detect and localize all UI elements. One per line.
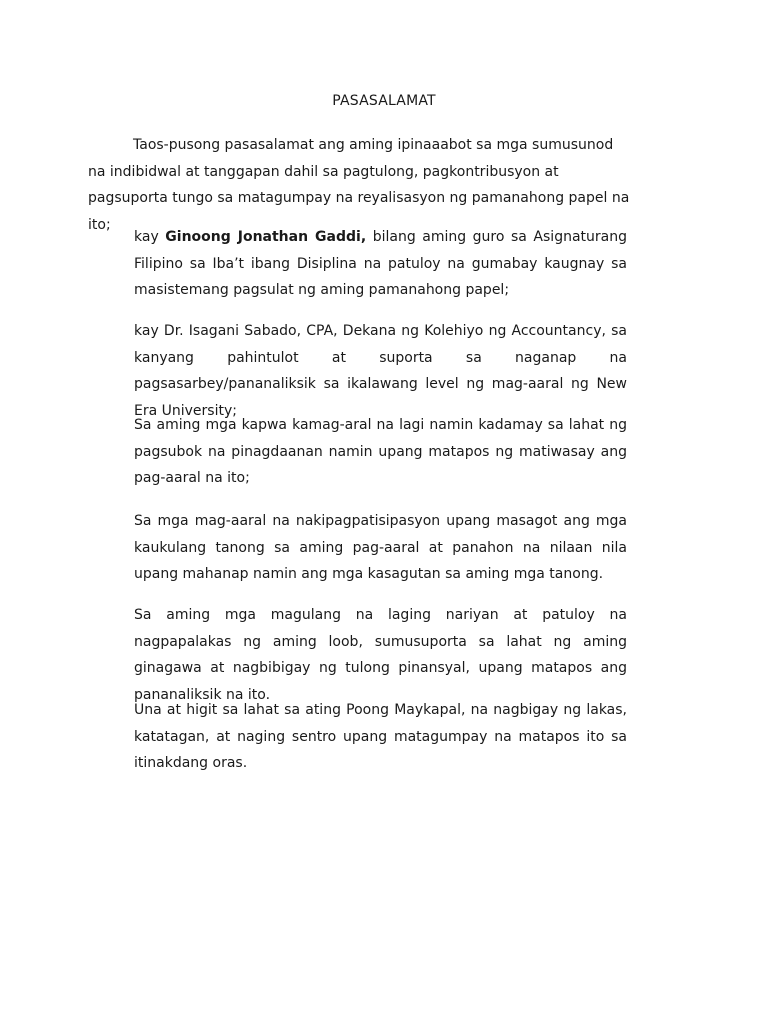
acknowledgement-parents: Sa aming mga magulang na laging nariyan at patuloy na nagpapalakas ng aming loob, sumusuporta sa lahat ng aming ginagawa at nagbibigay ng tulong pinansyal, upang matapos ang pananaliksik na ito. [134,607,627,703]
acknowledgement-god: Una at higit sa lahat sa ating Poong Maykapal, na nagbigay ng lakas, katatagan, at naging sentro upang matagumpay na matapos ito sa itinakdang oras. [134,702,627,771]
adviser-description: bilang aming guro sa Asignaturang Filipino sa Iba’t ibang Disiplina na patuloy na gumabay kaugnay sa masistemang pagsulat ng aming pamanahong papel; [134,229,627,298]
acknowledgement-adviser [134,224,627,304]
acknowledgement-respondents: Sa mga mag-aaral na nakipagpatisipasyon upang masagot ang mga kaukulang tanong sa aming pag-aaral at panahon na nilaan nila upang mahanap namin ang mga kasagutan sa aming mga tanong. [134,513,627,582]
acknowledgement-dean: kay Dr. Isagani Sabado, CPA, Dekana ng Kolehiyo ng Accountancy, sa kanyang pahintulot at suporta sa naganap na pagsasarbey/pananaliksik sa ikalawang level ng mag-aaral ng New Era University; [134,323,627,419]
intro-paragraph: Taos-pusong pasasalamat ang aming ipinaaabot sa mga sumusunod na indibidwal at tanggapan dahil sa pagtulong, pagkontribusyon at pagsuporta tungo sa matagumpay na reyalisasyon ng pamanahong papel na ito; [88,137,630,233]
acknowledgement-classmates: Sa aming mga kapwa kamag-aral na lagi namin kadamay sa lahat ng pagsubok na pinagdaanan namin upang matapos ng matiwasay ang pag-aaral na ito; [134,417,627,486]
adviser-name: Ginoong Jonathan Gaddi, [165,229,367,245]
adviser-prefix: kay [134,229,166,245]
page-title: PASASALAMAT [332,93,436,109]
